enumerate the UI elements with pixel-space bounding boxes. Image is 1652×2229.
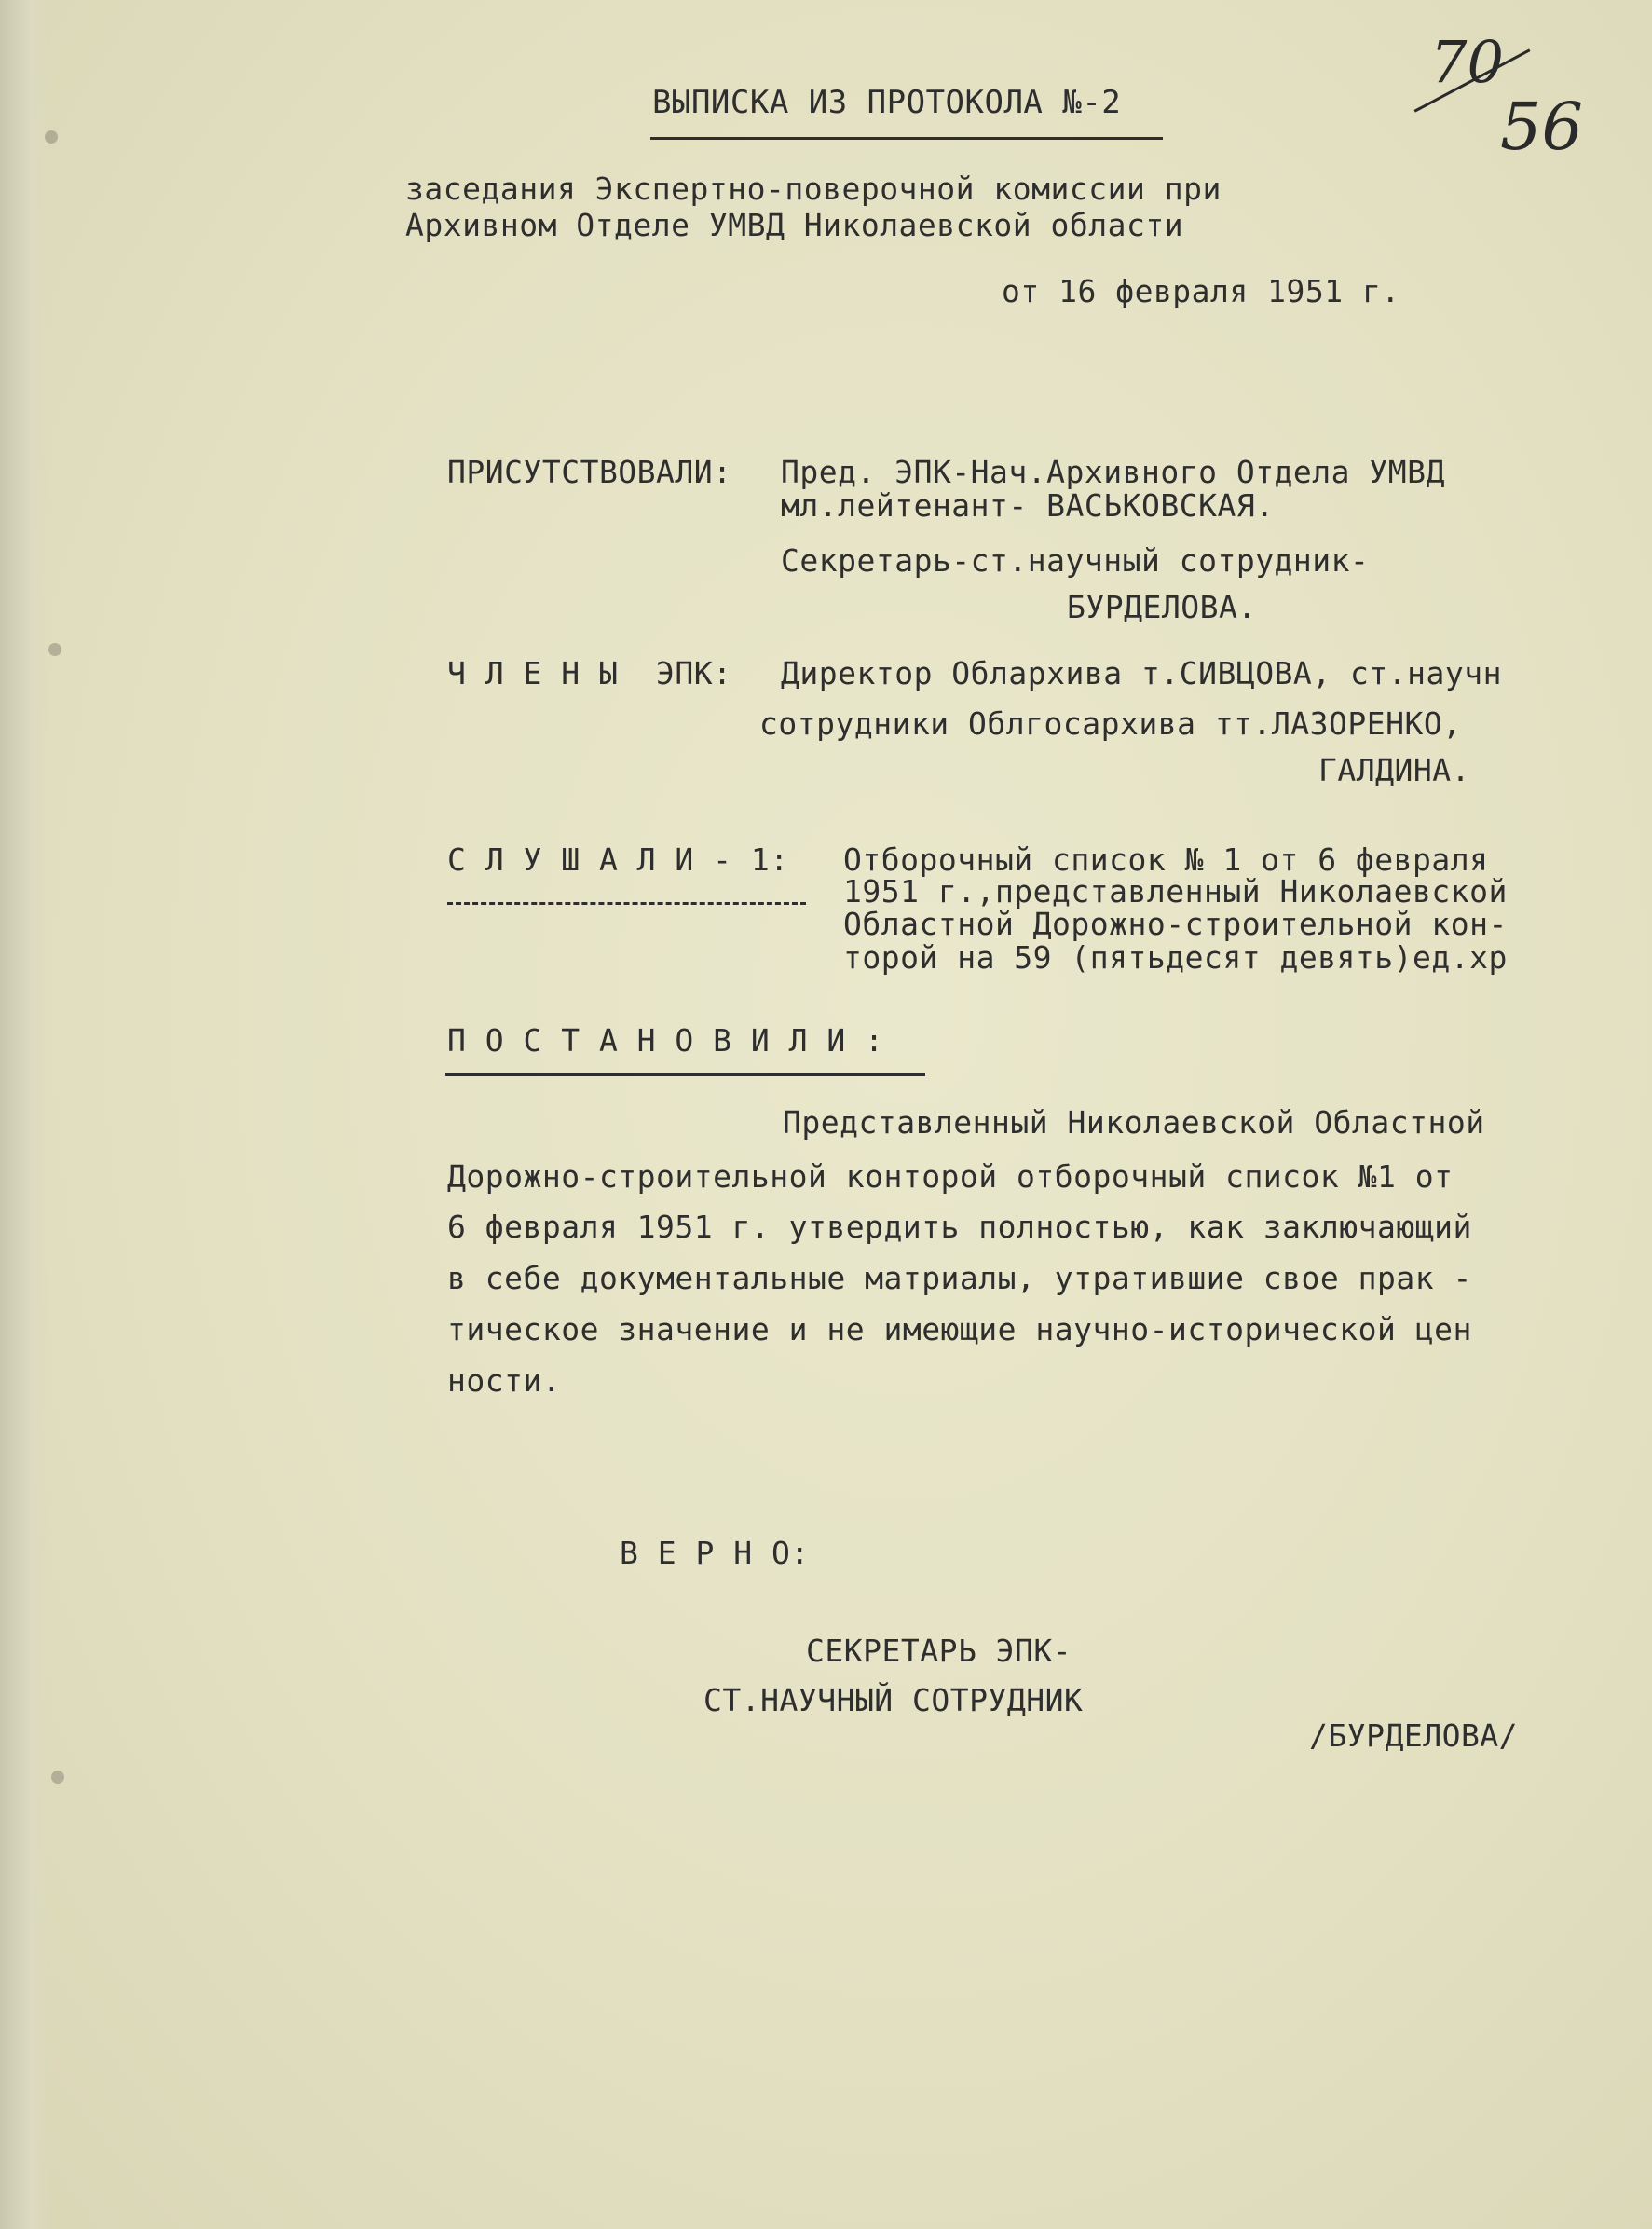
resolved-line: в себе документальные матриалы, утратившие свое прак -: [447, 1260, 1472, 1296]
heard-line-1: Отборочный список № 1 от 6 февраля: [843, 841, 1489, 878]
title-underline: [650, 137, 1163, 140]
document-title: ВЫПИСКА ИЗ ПРОТОКОЛА №-2: [652, 84, 1122, 121]
punch-hole: [51, 1771, 64, 1784]
members-label: Ч Л Е Н Ы ЭПК:: [447, 655, 732, 691]
resolved-line: ности.: [447, 1362, 562, 1399]
resolved-line: 6 февраля 1951 г. утвердить полностью, как заключающий: [447, 1209, 1472, 1245]
signature-title-2: СТ.НАУЧНЫЙ СОТРУДНИК: [703, 1682, 1084, 1718]
resolved-line: тическое значение и не имеющие научно-исторической цен: [447, 1311, 1472, 1347]
certified-label: В Е Р Н О:: [620, 1535, 810, 1571]
resolved-line: Представленный Николаевской Областной: [783, 1104, 1485, 1141]
present-line-1: Пред. ЭПК-Нач.Архивного Отдела УМВД: [781, 454, 1445, 490]
present-line-2: мл.лейтенант- ВАСЬКОВСКАЯ.: [781, 487, 1275, 524]
present-line-4: БУРДЕЛОВА.: [1067, 589, 1257, 625]
punch-hole: [48, 643, 61, 656]
resolved-line: Дорожно-строительной конторой отборочный список №1 от: [447, 1158, 1454, 1195]
punch-hole: [45, 130, 58, 144]
document-date: от 16 февраля 1951 г.: [1002, 273, 1400, 309]
present-label: ПРИСУТСТВОВАЛИ:: [447, 454, 732, 490]
members-line-2: сотрудники Облгосархива тт.ЛАЗОРЕНКО,: [759, 705, 1462, 742]
heard-line-2: 1951 г.,представленный Николаевской: [843, 873, 1508, 909]
header-line-1: заседания Экспертно-поверочной комиссии при: [405, 171, 1222, 207]
heard-line-4: торой на 59 (пятьдесят девять)ед.хр: [843, 939, 1508, 976]
resolved-label: П О С Т А Н О В И Л И :: [447, 1022, 884, 1059]
resolved-underline: [445, 1073, 925, 1076]
heard-line-3: Областной Дорожно-строительной кон-: [843, 906, 1508, 942]
heard-underline: [447, 902, 806, 905]
page-number: 56: [1500, 89, 1584, 165]
members-line-3: ГАЛДИНА.: [1318, 752, 1470, 788]
signature-title-1: СЕКРЕТАРЬ ЭПК-: [806, 1633, 1072, 1669]
old-page-number: 70: [1430, 28, 1504, 96]
header-line-2: Архивном Отделе УМВД Николаевской области: [405, 207, 1184, 243]
members-line-1: Директор Облархива т.СИВЦОВА, ст.научн: [781, 655, 1502, 691]
heard-label: С Л У Ш А Л И - 1:: [447, 841, 789, 878]
paper-left-edge: [0, 0, 51, 2229]
present-line-3: Секретарь-ст.научный сотрудник-: [781, 542, 1370, 579]
signatory-name: /БУРДЕЛОВА/: [1309, 1717, 1519, 1754]
